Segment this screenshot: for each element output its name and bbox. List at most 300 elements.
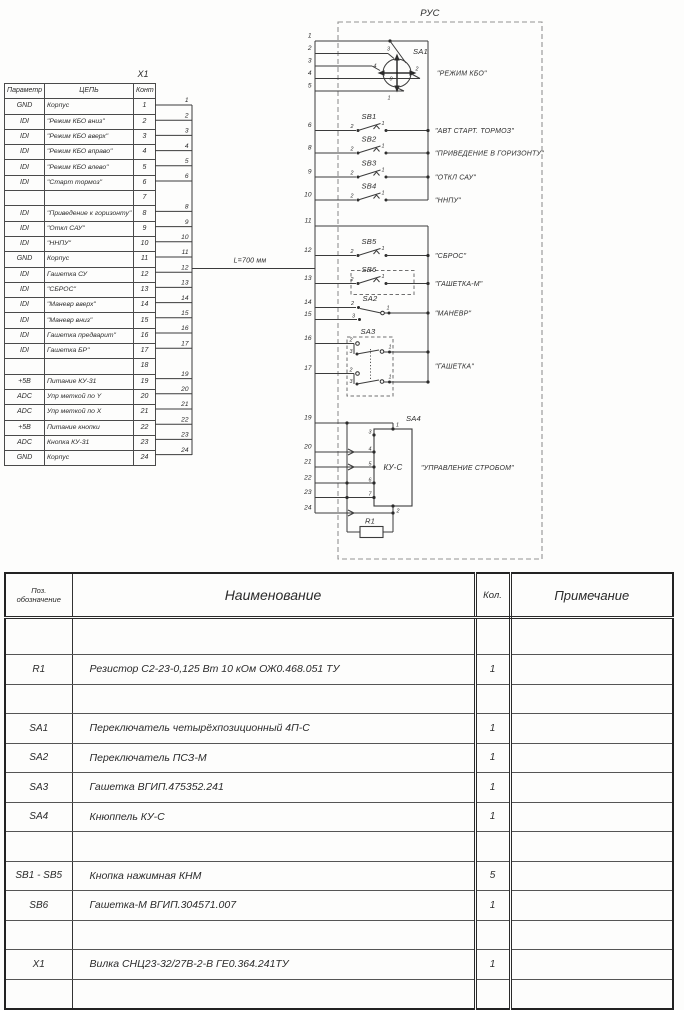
- x1-cell-pin: 3: [134, 129, 156, 144]
- wire-segment: [357, 306, 360, 309]
- sa1-function-label: "РЕЖИМ КБО": [437, 71, 487, 78]
- wire-segment: [358, 318, 361, 321]
- col-header-note: Примечание: [510, 573, 673, 618]
- parts-cell-qty: 1: [475, 891, 510, 921]
- sa2-function-label: "МАНЕВР": [435, 311, 471, 318]
- parts-cell-pos: [5, 618, 72, 655]
- x1-cell-circuit: "Маневр вверх": [45, 298, 134, 313]
- parts-cell-pos: SA1: [5, 714, 72, 744]
- sa3-p2-contact-3: 3: [350, 379, 353, 385]
- sb1-contact-1: 1: [382, 121, 385, 127]
- r1-resistor: [360, 517, 383, 538]
- x1-cell-pin: 14: [134, 298, 156, 313]
- parts-cell-name: [72, 618, 475, 655]
- sb1-contact-2: 2: [350, 124, 354, 130]
- parts-table-row: [5, 950, 673, 980]
- x1-cell-pin: 18: [134, 359, 156, 374]
- parts-table-row: [5, 920, 673, 950]
- wire-segment: [380, 350, 384, 354]
- junction-dot: [391, 504, 394, 507]
- rus-pin-number: 6: [308, 122, 312, 129]
- switch-blade: [358, 170, 381, 177]
- x1-pin-number: 12: [181, 264, 189, 271]
- sb5-contact-2: 2: [350, 249, 354, 255]
- parts-cell-name: Гашетка ВГИП.475352.241: [72, 773, 475, 803]
- parts-table-row: [5, 743, 673, 773]
- rus-pin-number: 16: [304, 335, 312, 342]
- x1-cell-circuit: Корпус: [45, 451, 134, 466]
- actuator-mark: [374, 195, 380, 199]
- x1-col-pin: Конт: [134, 84, 156, 99]
- wire-segment: [388, 381, 391, 384]
- sb3-button: [350, 159, 477, 182]
- sa4-function-label: "УПРАВЛЕНИЕ СТРОБОМ": [421, 465, 514, 472]
- parts-cell-pos: SA2: [5, 743, 72, 773]
- wire-segment: [356, 372, 360, 376]
- sb6-id: SB6: [362, 265, 378, 274]
- wire-segment: [394, 54, 399, 61]
- col-header-qty: Кол.: [475, 573, 510, 618]
- actuator-mark: [374, 172, 380, 176]
- x1-cell-pin: 24: [134, 451, 156, 466]
- sb4-contact-1: 1: [382, 191, 385, 197]
- wire-segment: [357, 380, 379, 384]
- sb3-id: SB3: [362, 159, 378, 168]
- push-buttons: [350, 112, 545, 295]
- junction-dot: [372, 465, 375, 468]
- x1-cell-pin: 2: [134, 114, 156, 129]
- rus-pin-number: 22: [303, 475, 312, 482]
- rus-pin-number: 2: [307, 45, 312, 52]
- x1-cell-circuit: "Маневр вниз": [45, 313, 134, 328]
- sa3-p1-contact-3: 3: [350, 349, 353, 355]
- junction-dot: [372, 481, 375, 484]
- parts-cell-pos: [5, 684, 72, 714]
- r1-body: [360, 527, 383, 538]
- junction-dot: [426, 254, 429, 257]
- x1-connector-title: Х1: [128, 69, 158, 79]
- sa4-device-label: КУ-С: [383, 463, 402, 472]
- x1-cell-pin: 9: [134, 221, 156, 236]
- x1-cell-pin: 17: [134, 344, 156, 359]
- actuator-mark: [374, 279, 380, 283]
- wire-segment: [380, 380, 384, 384]
- x1-pin-number: 17: [181, 340, 189, 347]
- sa1-pos-4: 4: [374, 64, 377, 70]
- x1-cell-param: IDI: [5, 206, 45, 221]
- parts-cell-name: Вилка СНЦ23-32/27В-2-В ГЕ0.364.241ТУ: [72, 950, 475, 980]
- sa1-pos-2: 2: [415, 67, 419, 73]
- junction-dot: [391, 511, 394, 514]
- sa1-pos-1: 1: [388, 96, 391, 102]
- x1-cell-circuit: Питание кнопки: [45, 420, 134, 435]
- cable-length-label: L=700 мм: [234, 258, 267, 265]
- x1-col-param: Параметр: [5, 84, 45, 99]
- junction-dot: [345, 421, 348, 424]
- sb6-function-label: "ГАШЕТКА-М": [435, 281, 483, 288]
- x1-pin-number: 15: [181, 310, 189, 317]
- x1-cell-circuit: "Режим КБО вниз": [45, 114, 134, 129]
- sb6-button: [350, 265, 483, 295]
- junction-dot: [391, 427, 394, 430]
- x1-pin-number: 8: [185, 204, 189, 211]
- rus-pin-number: 9: [308, 169, 312, 176]
- sa3-id: SA3: [361, 327, 377, 336]
- sb2-id: SB2: [362, 135, 378, 144]
- sb2-function-label: "ПРИВЕДЕНИЕ В ГОРИЗОНТУ": [435, 151, 544, 158]
- x1-cell-param: IDI: [5, 328, 45, 343]
- sb6-contact-1: 1: [382, 274, 385, 280]
- x1-cell-circuit: "Приведение к горизонту": [45, 206, 134, 221]
- parts-table-row: [5, 891, 673, 921]
- wire-segment: [378, 70, 385, 75]
- parts-table-row: [5, 773, 673, 803]
- parts-cell-note: [510, 773, 673, 803]
- parts-cell-name: Кнюппель КУ-С: [72, 802, 475, 832]
- x1-cell-param: +5В: [5, 420, 45, 435]
- switch-blade: [358, 277, 381, 284]
- sa4-pin-2: 2: [396, 509, 400, 515]
- x1-cell-param: ADC: [5, 389, 45, 404]
- sa2-contact-1: 1: [387, 306, 390, 312]
- junction-dot: [426, 282, 429, 285]
- junction-dot: [426, 129, 429, 132]
- sa4-pin-5: 5: [369, 462, 373, 468]
- x1-cell-pin: 7: [134, 191, 156, 206]
- x1-cell-param: ADC: [5, 405, 45, 420]
- parts-cell-pos: Х1: [5, 950, 72, 980]
- parts-table-row: [5, 861, 673, 891]
- sb3-contact-2: 2: [350, 171, 354, 177]
- rus-pin-number: 20: [303, 444, 312, 451]
- parts-cell-name: [72, 920, 475, 950]
- x1-pin-number: 9: [185, 219, 189, 226]
- x1-cell-param: GND: [5, 99, 45, 114]
- parts-cell-qty: 5: [475, 861, 510, 891]
- parts-cell-name: [72, 684, 475, 714]
- actuator-mark: [374, 251, 380, 255]
- x1-cell-pin: 20: [134, 389, 156, 404]
- sa4-pin-1: 1: [396, 423, 399, 429]
- x1-pin-number: 22: [180, 416, 189, 423]
- wire-segment: [388, 54, 394, 59]
- x1-cell-param: ADC: [5, 435, 45, 450]
- switch-blade: [358, 193, 381, 200]
- x1-cell-param: IDI: [5, 114, 45, 129]
- x1-cell-pin: 23: [134, 435, 156, 450]
- x1-cell-circuit: "Режим КБО вверх": [45, 129, 134, 144]
- x1-cell-pin: 22: [134, 420, 156, 435]
- rus-pin-number: 12: [304, 247, 312, 254]
- sb5-button: [350, 237, 467, 260]
- parts-cell-note: [510, 684, 673, 714]
- sa3-p1-contact-2: 2: [349, 338, 353, 344]
- rus-pin-number: 5: [308, 83, 312, 90]
- parts-cell-name: [72, 832, 475, 862]
- parts-cell-qty: 1: [475, 655, 510, 685]
- sa3-trigger-switch: [347, 327, 474, 396]
- rus-pin-number: 4: [308, 70, 312, 77]
- x1-cell-circuit: Корпус: [45, 99, 134, 114]
- rus-pin-number: 15: [304, 311, 312, 318]
- sb4-contact-2: 2: [350, 194, 354, 200]
- x1-cell-param: IDI: [5, 298, 45, 313]
- x1-pin-number: 11: [182, 249, 189, 256]
- parts-cell-note: [510, 714, 673, 744]
- rus-pin-number: 11: [305, 218, 312, 225]
- rus-pin-number: 8: [308, 145, 312, 152]
- parts-cell-name: Переключатель четырёхпозиционный 4П-С: [72, 714, 475, 744]
- parts-cell-pos: R1: [5, 655, 72, 685]
- x1-cell-pin: 13: [134, 282, 156, 297]
- x1-cell-param: IDI: [5, 344, 45, 359]
- parts-cell-qty: [475, 832, 510, 862]
- rus-pin-number: 24: [303, 505, 312, 512]
- x1-cell-circuit: Упр меткой по Y: [45, 389, 134, 404]
- parts-cell-name: Резистор С2-23-0,125 Вт 10 кОм ОЖ0.468.051 ТУ: [72, 655, 475, 685]
- x1-cell-pin: 5: [134, 160, 156, 175]
- x1-cell-param: IDI: [5, 129, 45, 144]
- wire-segment: [388, 312, 391, 315]
- sa3-p2-contact-2: 2: [349, 368, 353, 374]
- actuator-mark: [374, 126, 380, 130]
- rus-pin-number: 17: [304, 365, 312, 372]
- junction-dot: [345, 496, 348, 499]
- junction-dot: [372, 433, 375, 436]
- x1-cell-circuit: "Режим КБО вправо": [45, 145, 134, 160]
- parts-cell-pos: SB1 - SB5: [5, 861, 72, 891]
- parts-cell-name: Переключатель ПСЗ-М: [72, 743, 475, 773]
- sb2-button: [350, 135, 545, 158]
- x1-cell-circuit: Гашетка БР": [45, 344, 134, 359]
- x1-cell-param: GND: [5, 451, 45, 466]
- sb3-contact-1: 1: [382, 168, 385, 174]
- parts-header-row: [5, 573, 673, 618]
- rus-pin-number: 23: [303, 489, 312, 496]
- x1-cell-circuit: Гашетка СУ: [45, 267, 134, 282]
- sb6-contact-2: 2: [350, 277, 354, 283]
- sa2-contact-3: 3: [352, 314, 355, 320]
- junction-dot: [345, 481, 348, 484]
- x1-cell-pin: 11: [134, 252, 156, 267]
- parts-table-row: [5, 832, 673, 862]
- parts-cell-note: [510, 618, 673, 655]
- x1-pin-number: 20: [180, 386, 189, 393]
- parts-cell-qty: [475, 618, 510, 655]
- parts-list-table: [4, 572, 674, 1010]
- parts-cell-name: Кнопка нажимная КНМ: [72, 861, 475, 891]
- parts-cell-note: [510, 891, 673, 921]
- rus-pin-number: 1: [308, 33, 312, 40]
- junction-dot: [426, 175, 429, 178]
- x1-pin-number: 16: [181, 325, 189, 332]
- r1-id: R1: [365, 517, 375, 526]
- x1-cell-param: IDI: [5, 175, 45, 190]
- sb1-function-label: "АВТ СТАРТ. ТОРМОЗ": [435, 128, 514, 135]
- parts-cell-note: [510, 802, 673, 832]
- rus-pin-number: 21: [303, 459, 312, 466]
- wire-segment: [357, 350, 379, 354]
- parts-cell-qty: 1: [475, 950, 510, 980]
- wire-segment: [381, 311, 385, 315]
- parts-cell-pos: SA3: [5, 773, 72, 803]
- parts-cell-name: Гашетка-М ВГИП.304571.007: [72, 891, 475, 921]
- parts-cell-qty: [475, 684, 510, 714]
- x1-cell-param: IDI: [5, 160, 45, 175]
- x1-col-circuit: ЦЕПЬ: [45, 84, 134, 99]
- x1-cell-param: +5В: [5, 374, 45, 389]
- sa1-rotary-switch: [372, 47, 487, 102]
- col-header-pos-line1: Поз.: [7, 586, 71, 595]
- x1-cell-param: IDI: [5, 236, 45, 251]
- sa2-contact-2: 2: [350, 301, 354, 307]
- x1-cell-param: IDI: [5, 313, 45, 328]
- x1-cell-pin: 21: [134, 405, 156, 420]
- x1-cell-param: IDI: [5, 267, 45, 282]
- switch-blade: [358, 124, 381, 131]
- parts-cell-note: [510, 832, 673, 862]
- sb3-function-label: "ОТКЛ САУ": [435, 175, 476, 182]
- junction-dot: [426, 350, 429, 353]
- x1-cell-circuit: "Откл САУ": [45, 221, 134, 236]
- sa4-joystick: [347, 414, 514, 532]
- sa1-pos-3: 3: [387, 47, 390, 53]
- rus-pin-number: 13: [304, 275, 312, 282]
- parts-table-row: [5, 714, 673, 744]
- x1-cell-circuit: "Старт тормоз": [45, 175, 134, 190]
- junction-dot: [426, 151, 429, 154]
- x1-pin-number: 21: [180, 401, 189, 408]
- x1-pin-number: 5: [185, 158, 189, 165]
- x1-cell-param: GND: [5, 252, 45, 267]
- parts-cell-note: [510, 743, 673, 773]
- x1-cell-circuit: Питание КУ-31: [45, 374, 134, 389]
- wire-segment: [388, 351, 391, 354]
- wire-segment: [356, 342, 360, 346]
- x1-cell-param: IDI: [5, 221, 45, 236]
- x1-pin-number: 1: [185, 97, 189, 104]
- col-header-pos: [5, 573, 72, 618]
- rus-pin-number: 10: [304, 192, 312, 199]
- x1-pin-number: 19: [181, 371, 189, 378]
- rus-pin-number: 3: [308, 58, 312, 65]
- parts-table-row: [5, 684, 673, 714]
- switch-blade: [358, 249, 381, 256]
- x1-cell-circuit: "СБРОС": [45, 282, 134, 297]
- parts-cell-pos: [5, 920, 72, 950]
- junction-dot: [426, 311, 429, 314]
- wire-segment: [413, 75, 421, 79]
- sa4-pin-7: 7: [369, 492, 373, 498]
- sa4-pin-6: 6: [369, 478, 372, 484]
- sa3-function-label: "ГАШЕТКА": [435, 364, 474, 371]
- x1-cell-pin: 6: [134, 175, 156, 190]
- rus-pin-number: 19: [304, 415, 312, 422]
- junction-dot: [372, 496, 375, 499]
- sb2-contact-1: 1: [382, 144, 385, 150]
- x1-cell-param: IDI: [5, 282, 45, 297]
- sa2-id: SA2: [363, 294, 379, 303]
- sb5-id: SB5: [362, 237, 378, 246]
- x1-cell-circuit: "Режим КБО влево": [45, 160, 134, 175]
- junction-dot: [426, 380, 429, 383]
- sa3-p1-contact-1: 1: [389, 345, 392, 351]
- x1-cell-circuit: "ННПУ": [45, 236, 134, 251]
- actuator-mark: [374, 148, 380, 152]
- sa1-pos-0: 0: [390, 77, 393, 83]
- parts-cell-qty: 1: [475, 714, 510, 744]
- parts-cell-note: [510, 950, 673, 980]
- x1-pin-number: 4: [185, 143, 189, 150]
- x1-pin-number: 23: [180, 432, 189, 439]
- sb1-id: SB1: [362, 112, 377, 121]
- sa4-pin-4: 4: [369, 447, 372, 453]
- x1-pin-number: 3: [185, 128, 189, 135]
- sa3-p2-contact-1: 1: [389, 375, 392, 381]
- parts-cell-qty: 1: [475, 773, 510, 803]
- parts-cell-pos: SB6: [5, 891, 72, 921]
- rus-pin-number: 14: [304, 299, 312, 306]
- sa4-id: SA4: [406, 414, 421, 423]
- x1-pin-number: 10: [181, 234, 189, 241]
- x1-cell-circuit: Упр меткой по X: [45, 405, 134, 420]
- x1-cell-circuit: Гашетка предварит": [45, 328, 134, 343]
- sa1-id: SA1: [413, 47, 428, 56]
- parts-table-row: [5, 655, 673, 685]
- x1-pin-number: 14: [181, 295, 189, 302]
- sb2-contact-2: 2: [350, 147, 354, 153]
- x1-cell-pin: 8: [134, 206, 156, 221]
- x1-pin-number: 24: [180, 447, 189, 454]
- x1-pin-number: 13: [181, 280, 189, 287]
- wire-segment: [396, 72, 398, 74]
- sb4-function-label: "ННПУ": [435, 198, 461, 205]
- x1-cell-pin: 12: [134, 267, 156, 282]
- x1-cell-pin: 10: [134, 236, 156, 251]
- parts-table-row: [5, 618, 673, 655]
- x1-cell-pin: 1: [134, 99, 156, 114]
- x1-cell-pin: 16: [134, 328, 156, 343]
- junction-dot: [372, 450, 375, 453]
- parts-cell-pos: SA4: [5, 802, 72, 832]
- col-header-pos-line2: обозначение: [7, 595, 71, 604]
- parts-cell-pos: [5, 832, 72, 862]
- x1-cell-circuit: Корпус: [45, 252, 134, 267]
- sb1-button: [350, 112, 515, 135]
- x1-comb: [155, 97, 192, 455]
- x1-cell-pin: 19: [134, 374, 156, 389]
- sa2-switch: [350, 294, 471, 321]
- wire-segment: [360, 309, 381, 314]
- parts-cell-qty: 1: [475, 802, 510, 832]
- x1-cell-pin: 4: [134, 145, 156, 160]
- sb4-id: SB4: [362, 182, 377, 191]
- parts-cell-note: [510, 861, 673, 891]
- sb4-button: [350, 182, 462, 205]
- x1-cell-pin: 15: [134, 313, 156, 328]
- switch-blade: [358, 146, 381, 153]
- x1-pin-number: 2: [184, 112, 189, 119]
- x1-pin-number: 6: [185, 173, 189, 180]
- parts-cell-qty: 1: [475, 743, 510, 773]
- parts-cell-qty: [475, 920, 510, 950]
- junction-dots: [345, 129, 429, 515]
- x1-cell-param: IDI: [5, 145, 45, 160]
- col-header-name: Наименование: [72, 573, 475, 618]
- sa4-pin-3: 3: [369, 430, 372, 436]
- parts-cell-note: [510, 920, 673, 950]
- parts-table-row: [5, 802, 673, 832]
